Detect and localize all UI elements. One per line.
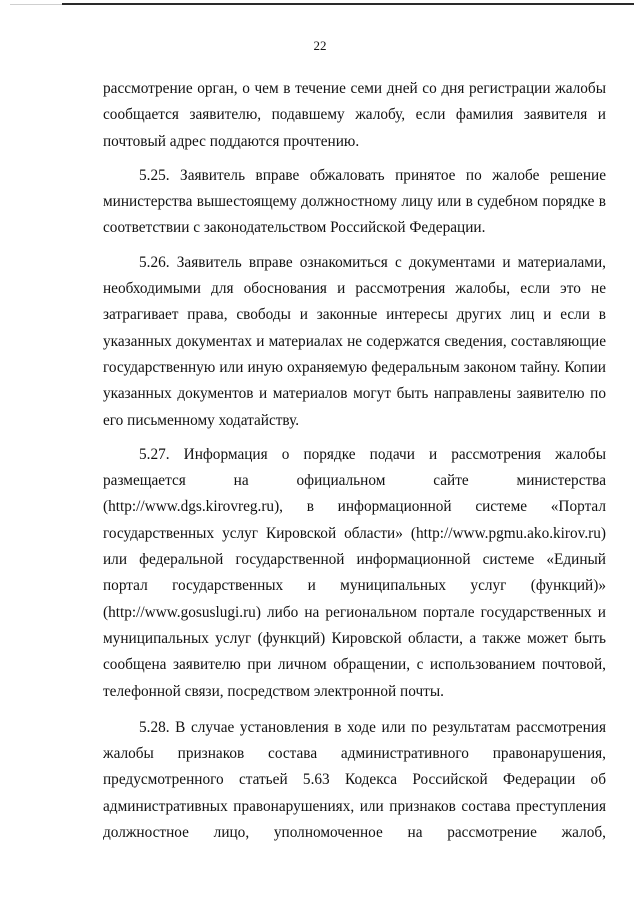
text-line: государственных услуг Кировской области» (http://www.pgmu.ako.kirov.ru) xyxy=(103,524,606,542)
text-line: необходимыми для обоснования и рассмотрения жалобы, если это не xyxy=(103,280,606,298)
page-number: 22 xyxy=(313,38,327,53)
text-line: должностное лицо, уполномоченное на рассмотрение жалоб, xyxy=(103,824,606,842)
text-line: соответствии с законодательством Российской Федерации. xyxy=(103,219,486,237)
text-line: или федеральной государственной информационной системе «Единый xyxy=(103,551,606,569)
text-line: министерства вышестоящему должностному лицу или в судебном порядке в xyxy=(103,193,606,211)
paragraph-5-26 xyxy=(103,250,606,434)
text-line: почтовый адрес поддаются прочтению. xyxy=(103,132,360,150)
text-line: указанных документов и материалов могут быть направлены заявителю по xyxy=(103,385,606,403)
text-line: государственную или иную охраняемую федеральным законом тайну. Копии xyxy=(103,358,606,376)
paragraph-5-27 xyxy=(103,442,606,705)
text-line: (http://www.dgs.kirovreg.ru), в информационной системе «Портал xyxy=(103,498,606,516)
text-line: затрагивает права, свободы и законные интересы других лиц и если в xyxy=(103,306,606,324)
text-line: административных правонарушениях, или признаков состава преступления xyxy=(103,797,606,815)
text-line: жалобы признаков состава административного правонарушения, xyxy=(103,745,606,763)
text-line: портал государственных и муниципальных услуг (функций)» xyxy=(103,577,606,595)
text-line: его письменному ходатайству. xyxy=(103,411,300,429)
text-line: указанных документах и материалах не содержатся сведения, составляющие xyxy=(103,332,606,350)
top-border-line xyxy=(62,3,634,5)
text-line: рассмотрение орган, о чем в течение семи дней со дня регистрации жалобы xyxy=(103,80,606,97)
text-line: 5.27. Информация о порядке подачи и рассмотрения жалобы xyxy=(139,445,606,463)
scan-edge-line xyxy=(10,4,62,5)
paragraph-5-28 xyxy=(103,715,606,846)
paragraph-continuation xyxy=(103,76,606,155)
document-body xyxy=(103,76,606,846)
text-line: телефонной связи, посредством электронной почты. xyxy=(103,682,444,700)
text-line: 5.26. Заявитель вправе ознакомиться с документами и материалами, xyxy=(139,253,606,271)
text-line: 5.25. Заявитель вправе обжаловать принятое по жалобе решение xyxy=(139,166,606,184)
text-line: предусмотренного статьей 5.63 Кодекса Российской Федерации об xyxy=(103,771,606,789)
text-line: (http://www.gosuslugi.ru) либо на региональном портале государственных и xyxy=(103,603,606,621)
text-line: размещается на официальном сайте министерства xyxy=(103,472,606,490)
paragraph-5-25 xyxy=(103,163,606,242)
text-line: 5.28. В случае установления в ходе или по результатам рассмотрения xyxy=(139,718,606,736)
text-line: сообщается заявителю, подавшему жалобу, если фамилия заявителя и xyxy=(103,106,606,124)
text-line: муниципальных услуг (функций) Кировской области, а также может быть xyxy=(103,629,606,647)
text-line: сообщена заявителю при личном обращении, с использованием почтовой, xyxy=(103,656,606,674)
